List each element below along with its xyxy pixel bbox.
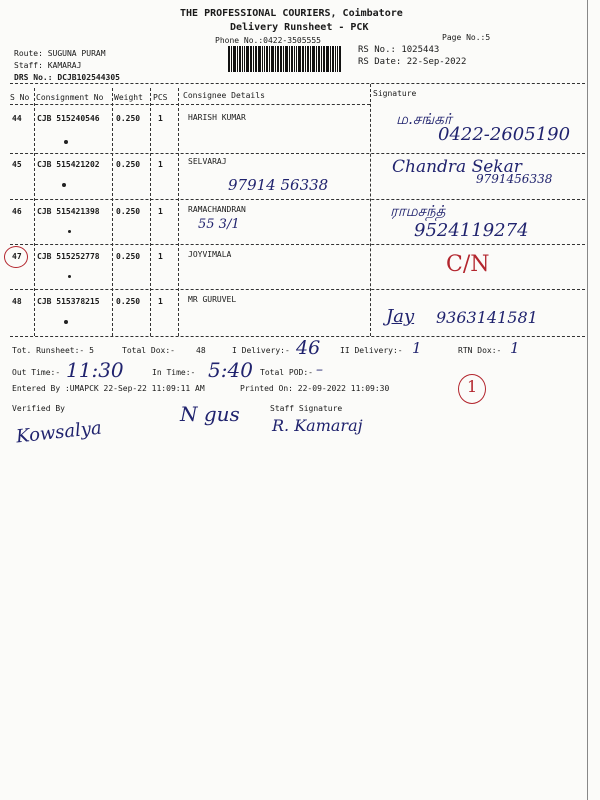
total-dox-value: 48 bbox=[196, 346, 206, 355]
row-divider bbox=[10, 153, 585, 154]
cn-mark: C/N bbox=[446, 252, 490, 277]
staff: Staff: KAMARAJ bbox=[14, 61, 82, 70]
divider bbox=[10, 83, 585, 84]
page-edge bbox=[587, 0, 588, 800]
signature-phone: 9363141581 bbox=[436, 308, 538, 327]
rtn-dox-value: 1 bbox=[510, 339, 520, 357]
row-pcs: 1 bbox=[158, 160, 163, 169]
in-time-label: In Time:- bbox=[152, 368, 196, 377]
column-divider bbox=[150, 88, 151, 336]
row-sno: 45 bbox=[12, 160, 22, 169]
row-pcs: 1 bbox=[158, 252, 163, 261]
signature-phone: 0422-2605190 bbox=[438, 124, 571, 145]
ii-delivery-label: II Delivery:- bbox=[340, 346, 403, 355]
row-pcs: 1 bbox=[158, 207, 163, 216]
row-weight: 0.250 bbox=[116, 252, 141, 261]
entered-by: Entered By :UMAPCK 22-Sep-22 11:09:11 AM bbox=[12, 384, 205, 393]
rtn-dox-label: RTN Dox:- bbox=[458, 346, 502, 355]
phone-number: Phone No.:0422-3505555 bbox=[215, 36, 321, 45]
verified-by-label: Verified By bbox=[12, 404, 65, 413]
row-sno: 47 bbox=[12, 252, 22, 261]
column-divider bbox=[34, 88, 35, 336]
dot-mark bbox=[68, 230, 71, 233]
column-divider bbox=[178, 88, 179, 336]
runsheet-title: Delivery Runsheet - PCK bbox=[230, 22, 369, 33]
row-consignee: JOYVIMALA bbox=[188, 250, 232, 259]
row-weight: 0.250 bbox=[116, 160, 141, 169]
signature: ம.சங்கர் bbox=[396, 110, 452, 128]
signature-phone: 9791456338 bbox=[476, 172, 553, 186]
row-consignment: CJB 515252778 bbox=[37, 252, 100, 261]
initial-signature: N gus bbox=[180, 402, 240, 426]
i-delivery-value: 46 bbox=[296, 337, 321, 359]
row-consignee: SELVARAJ bbox=[188, 157, 227, 166]
tot-runsheet: Tot. Runsheet:- 5 bbox=[12, 346, 94, 355]
circled-count-value: 1 bbox=[467, 377, 478, 396]
ii-delivery-value: 1 bbox=[412, 339, 422, 357]
dot-mark bbox=[68, 275, 71, 278]
dot-mark bbox=[64, 320, 68, 324]
divider bbox=[10, 104, 370, 105]
row-consignee: HARISH KUMAR bbox=[188, 113, 246, 122]
row-sno: 44 bbox=[12, 114, 22, 123]
rs-date: RS Date: 22-Sep-2022 bbox=[358, 57, 467, 67]
row-consignment: CJB 515240546 bbox=[37, 114, 100, 123]
row-divider bbox=[10, 244, 585, 245]
in-time-value: 5:40 bbox=[208, 358, 253, 382]
col-header-pcs: PCS bbox=[153, 93, 168, 102]
drs-number: DRS No.: DCJB102544305 bbox=[14, 73, 120, 82]
col-header-consignee: Consignee Details bbox=[183, 91, 265, 100]
route: Route: SUGUNA PURAM bbox=[14, 49, 106, 58]
row-weight: 0.250 bbox=[116, 114, 141, 123]
column-divider bbox=[370, 84, 371, 336]
col-header-consignment: Consignment No bbox=[36, 93, 104, 102]
col-header-signature: Signature bbox=[373, 89, 417, 98]
signature: ராமசந்த் bbox=[390, 202, 446, 220]
row-divider bbox=[10, 289, 585, 290]
dot-mark bbox=[62, 183, 66, 187]
i-delivery-label: I Delivery:- bbox=[232, 346, 290, 355]
out-time-label: Out Time:- bbox=[12, 368, 61, 377]
handwritten-phone: 97914 56338 bbox=[228, 176, 329, 194]
row-divider bbox=[10, 199, 585, 200]
row-consignment: CJB 515421202 bbox=[37, 160, 100, 169]
total-pod-value: – bbox=[316, 362, 323, 378]
staff-signature: R. Kamaraj bbox=[272, 416, 363, 435]
row-consignee: MR GURUVEL bbox=[188, 295, 237, 304]
rs-number: RS No.: 1025443 bbox=[358, 45, 440, 55]
handwritten-address: 55 3/1 bbox=[198, 217, 240, 232]
row-pcs: 1 bbox=[158, 114, 163, 123]
col-header-weight: Weight bbox=[114, 93, 143, 102]
total-dox-label: Total Dox:- bbox=[122, 346, 175, 355]
total-pod-label: Total POD:- bbox=[260, 368, 313, 377]
signature: Jay bbox=[386, 306, 415, 327]
signature: Chandra Sekar bbox=[392, 157, 522, 177]
page-number: Page No.:5 bbox=[442, 33, 491, 42]
printed-on: Printed On: 22-09-2022 11:09:30 bbox=[240, 384, 390, 393]
row-pcs: 1 bbox=[158, 297, 163, 306]
company-name: THE PROFESSIONAL COURIERS, Coimbatore bbox=[180, 8, 403, 19]
row-consignment: CJB 515421398 bbox=[37, 207, 100, 216]
row-sno: 46 bbox=[12, 207, 22, 216]
column-divider bbox=[112, 88, 113, 336]
row-consignee: RAMACHANDRAN bbox=[188, 205, 246, 214]
row-weight: 0.250 bbox=[116, 207, 141, 216]
verified-signature: Kowsalya bbox=[15, 417, 103, 448]
row-sno: 48 bbox=[12, 297, 22, 306]
dot-mark bbox=[64, 140, 68, 144]
col-header-sno: S No bbox=[10, 93, 30, 102]
barcode bbox=[228, 46, 342, 72]
signature-phone: 9524119274 bbox=[414, 220, 529, 241]
staff-signature-label: Staff Signature bbox=[270, 404, 343, 413]
row-consignment: CJB 515378215 bbox=[37, 297, 100, 306]
out-time-value: 11:30 bbox=[66, 358, 124, 382]
row-weight: 0.250 bbox=[116, 297, 141, 306]
